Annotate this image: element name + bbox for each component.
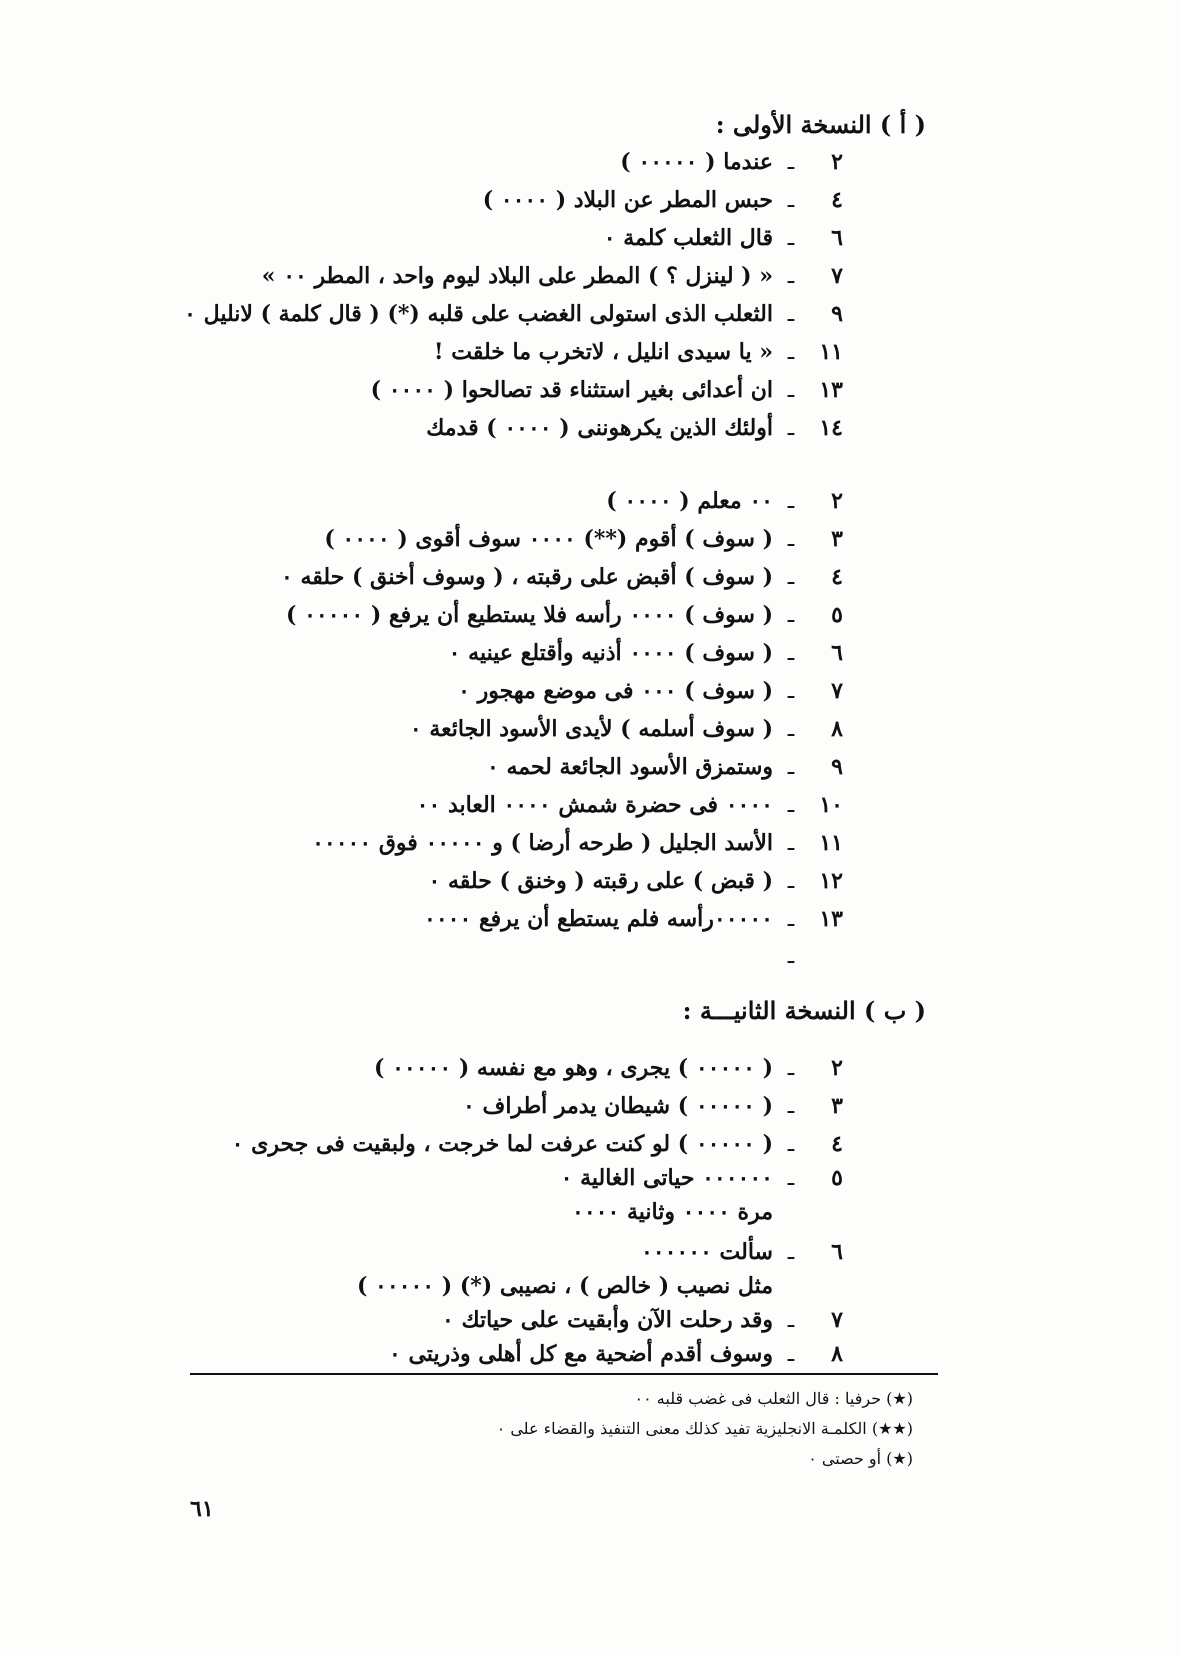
verse-line: ٥ ـ ٠٠٠٠٠٠ حياتى الغالية ٠ [560,1165,843,1191]
line-number: ٨ [831,1341,843,1367]
verse-line: ٤ ـ ( سوف ) أقبض على رقبته ، ( وسوف أخنق ) حلقه ٠ [281,564,843,590]
line-number: ١٣ [819,377,843,403]
line-number: ١٣ [819,906,843,932]
line-number: ٦ [831,1239,843,1265]
line-text: ان أعدائى بغير استثناء قد تصالحوا ( ٠٠٠٠ ) [370,377,773,403]
line-number: ٨ [831,716,843,742]
line-text: سألت ٠٠٠٠٠٠ [640,1239,773,1265]
footnote: (★) أو حصتى ٠ [808,1449,913,1468]
line-number: ٢ [831,488,843,514]
verse-line: ١٤ ـ أولئك الذين يكرهوننى ( ٠٠٠٠ ) قدمك [426,415,843,441]
verse-line: ٣ ـ ( ٠٠٠٠٠ ) شيطان يدمر أطراف ٠ [463,1093,843,1119]
line-text: « ( لينزل ؟ ) المطر على البلاد ليوم واحد ، المطر ٠٠ » [261,263,773,289]
verse-line: ٧ ـ وقد رحلت الآن وأبقيت على حياتك ٠ [442,1307,843,1333]
line-text: أولئك الذين يكرهوننى ( ٠٠٠٠ ) قدمك [426,415,773,441]
line-text: ٠٠ معلم ( ٠٠٠٠ ) [606,488,773,514]
line-number: ٤ [831,1131,843,1157]
line-number: ٧ [831,263,843,289]
line-number: ٥ [831,1165,843,1191]
line-number: ٤ [831,564,843,590]
verse-line: ٧ ـ « ( لينزل ؟ ) المطر على البلاد ليوم واحد ، المطر ٠٠ » [261,263,843,289]
line-number: ٣ [831,526,843,552]
verse-line: ٨ ـ ( سوف أسلمه ) لأيدى الأسود الجائعة ٠ [409,716,843,742]
line-number: ٤ [831,187,843,213]
line-number: ٦ [831,225,843,251]
line-number: ١١ [819,830,843,856]
verse-line: ٨ ـ وسوف أقدم أضحية مع كل أهلى وذريتى ٠ [388,1341,843,1367]
line-text: ( سوف ) أقبض على رقبته ، ( وسوف أخنق ) حلقه ٠ [281,564,773,590]
line-number: ٩ [831,301,843,327]
line-text: وقد رحلت الآن وأبقيت على حياتك ٠ [442,1307,773,1333]
line-number: ٢ [831,1055,843,1081]
line-text: ( سوف ) أقوم (**) ٠٠٠٠ سوف أقوى ( ٠٠٠٠ ) [324,526,773,552]
line-text: ( قبض ) على رقبته ( وخنق ) حلقه ٠ [428,868,773,894]
line-text: ( سوف ) ٠٠٠٠ رأسه فلا يستطيع أن يرفع ( ٠٠٠٠٠ ) [285,602,773,628]
line-number: ٥ [831,602,843,628]
verse-line: ٦ ـ قال الثعلب كلمة ٠ [603,225,843,251]
section-a-heading: ( أ ) النسخة الأولى : [715,110,926,139]
verse-line: ٤ ـ ( ٠٠٠٠٠ ) لو كنت عرفت لما خرجت ، ولبقيت فى جحرى ٠ [231,1131,843,1157]
footnote: (★) حرفيا : قال الثعلب فى غضب قلبه ٠٠ [634,1389,913,1408]
verse-line: ٢ ـ ٠٠ معلم ( ٠٠٠٠ ) [606,488,843,514]
line-text: ( ٠٠٠٠٠ ) شيطان يدمر أطراف ٠ [463,1093,773,1119]
verse-line: ـ [787,944,795,969]
line-number: ٢ [831,149,843,175]
verse-line: ٦ ـ ( سوف ) ٠٠٠٠ أذنيه وأقتلع عينيه ٠ [448,640,843,666]
line-number: ٣ [831,1093,843,1119]
verse-line: ٢ ـ ( ٠٠٠٠٠ ) يجرى ، وهو مع نفسه ( ٠٠٠٠٠ ) [374,1055,843,1081]
verse-line: ١١ ـ « يا سيدى انليل ، لاتخرب ما خلقت ! [433,339,843,365]
line-text: ٠٠٠٠ فى حضرة شمش ٠٠٠٠ العابد ٠٠ [416,792,773,818]
verse-line: ٥ ـ ( سوف ) ٠٠٠٠ رأسه فلا يستطيع أن يرفع ( ٠٠٠٠٠ ) [285,602,843,628]
line-text: « يا سيدى انليل ، لاتخرب ما خلقت ! [433,339,773,365]
line-text: ٠٠٠٠٠٠ حياتى الغالية ٠ [560,1165,773,1191]
line-number: ١٤ [819,415,843,441]
line-text: حبس المطر عن البلاد ( ٠٠٠٠ ) [482,187,773,213]
verse-line: ٢ ـ عندما ( ٠٠٠٠٠ ) [620,149,843,175]
verse-line: ٩ ـ وستمزق الأسود الجائعة لحمه ٠ [486,754,843,780]
verse-line: ١٣ ـ ان أعدائى بغير استثناء قد تصالحوا ( ٠٠٠٠ ) [370,377,843,403]
line-text: عندما ( ٠٠٠٠٠ ) [620,149,773,175]
line-text: وستمزق الأسود الجائعة لحمه ٠ [486,754,773,780]
verse-line: ١١ ـ الأسد الجليل ( طرحه أرضا ) و ٠٠٠٠٠ فوق ٠٠٠٠٠ [312,830,843,856]
section-b-heading: ( ب ) النسخة الثانيـــة : [682,996,926,1025]
line-number: ٧ [831,678,843,704]
line-text: قال الثعلب كلمة ٠ [603,225,773,251]
verse-line: ٤ ـ حبس المطر عن البلاد ( ٠٠٠٠ ) [482,187,843,213]
verse-line: ٦ ـ سألت ٠٠٠٠٠٠ [640,1239,843,1265]
verse-line: ٩ ـ الثعلب الذى استولى الغضب على قلبه (*) ( قال كلمة ) لانليل ٠ [184,301,843,327]
verse-continuation: مرة ٠٠٠٠ وثانية ٠٠٠٠ [572,1199,773,1225]
line-number: ١٠ [819,792,843,818]
verse-line: ١٠ ـ ٠٠٠٠ فى حضرة شمش ٠٠٠٠ العابد ٠٠ [416,792,843,818]
line-number: ٧ [831,1307,843,1333]
line-number: ٦ [831,640,843,666]
footnote: (★★) الكلمـة الانجليزية تفيد كذلك معنى التنفيذ والقضاء على ٠ [496,1419,913,1438]
verse-line: ١٢ ـ ( قبض ) على رقبته ( وخنق ) حلقه ٠ [428,868,843,894]
line-text: وسوف أقدم أضحية مع كل أهلى وذريتى ٠ [388,1341,773,1367]
verse-line: ٧ ـ ( سوف ) ٠٠٠ فى موضع مهجور ٠ [458,678,843,704]
footnote-divider [190,1373,938,1375]
verse-line: ٣ ـ ( سوف ) أقوم (**) ٠٠٠٠ سوف أقوى ( ٠٠٠٠ ) [324,526,843,552]
line-text: ( سوف أسلمه ) لأيدى الأسود الجائعة ٠ [409,716,773,742]
line-number: ١٢ [819,868,843,894]
verse-continuation: مثل نصيب ( خالص ) ، نصيبى (*) ( ٠٠٠٠٠ ) [356,1273,773,1299]
line-text: ( سوف ) ٠٠٠٠ أذنيه وأقتلع عينيه ٠ [448,640,773,666]
line-number: ١١ [819,339,843,365]
line-number: ٩ [831,754,843,780]
line-text: ٠٠٠٠٠رأسه فلم يستطع أن يرفع ٠٠٠٠ [424,906,773,932]
line-text: الأسد الجليل ( طرحه أرضا ) و ٠٠٠٠٠ فوق ٠٠٠٠٠ [312,830,773,856]
page-number: ٦١ [190,1496,214,1522]
line-text: ( ٠٠٠٠٠ ) لو كنت عرفت لما خرجت ، ولبقيت فى جحرى ٠ [231,1131,773,1157]
line-text: ( سوف ) ٠٠٠ فى موضع مهجور ٠ [458,678,773,704]
line-text: ( ٠٠٠٠٠ ) يجرى ، وهو مع نفسه ( ٠٠٠٠٠ ) [374,1055,773,1081]
line-text: الثعلب الذى استولى الغضب على قلبه (*) ( قال كلمة ) لانليل ٠ [184,301,773,327]
verse-line: ١٣ ـ ٠٠٠٠٠رأسه فلم يستطع أن يرفع ٠٠٠٠ [424,906,843,932]
